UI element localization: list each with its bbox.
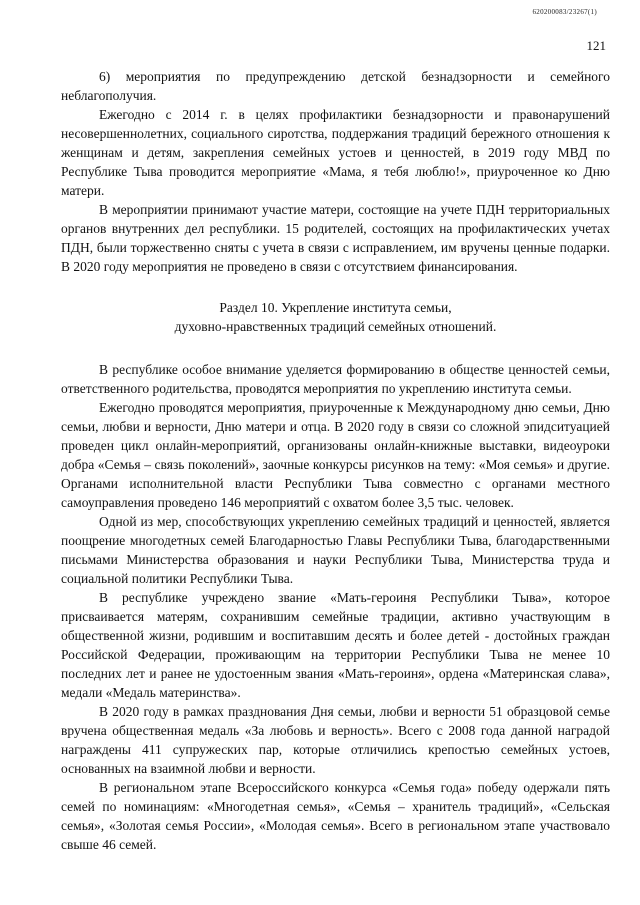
page-number: 121 bbox=[586, 38, 606, 53]
document-body bbox=[61, 67, 610, 854]
paragraph: В республике учреждено звание «Мать-героиня Республики Тыва», которое присваивается матерям, сохранившим семейные традиции, активно участвующим в общественной жизни, родившим и воспитавшим десять и более детей - достойных граждан Российской Федерации, проживающим на территории Республики Тыва не менее 10 последних лет и ранее не удостоенным звания «Мать-героиня», ордена «Материнская слава», медали «Медаль материнства». bbox=[61, 590, 610, 700]
paragraph: В мероприятии принимают участие матери, состоящие на учете ПДН территориальных органов внутренних дел республики. 15 родителей, состоящих на профилактических учетах ПДН, были торжественно сняты с учета в связи с исправлением, им вручены ценные подарки. В 2020 году мероприятия не проведено в связи с отсутствием финансирования. bbox=[61, 202, 610, 274]
paragraph: Одной из мер, способствующих укреплению семейных традиций и ценностей, является поощрение многодетных семей Благодарностью Главы Республики Тыва, благодарственными письмами Министерства образования и науки Республики Тыва, Министерства труда и социальной политики Республики Тыва. bbox=[61, 514, 610, 586]
section-heading-line: Раздел 10. Укрепление института семьи, bbox=[219, 300, 452, 315]
paragraph: В республике особое внимание уделяется формированию в обществе ценностей семьи, ответственного родительства, проводятся мероприятия по укреплению института семьи. bbox=[61, 362, 610, 396]
section-heading bbox=[61, 298, 610, 336]
paragraph: В 2020 году в рамках празднования Дня семьи, любви и верности 51 образцовой семье вручена общественная медаль «За любовь и верность». Всего с 2008 года данной наградой награждены 411 супружеских пар, которые отличились крепостью семейных устоев, основанных на взаимной любви и верности. bbox=[61, 704, 610, 776]
section-heading-line: духовно-нравственных традиций семейных отношений. bbox=[174, 319, 497, 334]
paragraph: В региональном этапе Всероссийского конкурса «Семья года» победу одержали пять семей по номинациям: «Многодетная семья», «Семья – хранитель традиций», «Сельская семья», «Золотая семья России», «Молодая семья». Всего в региональном этапе участвовало свыше 46 семей. bbox=[61, 780, 610, 852]
paragraph: Ежегодно с 2014 г. в целях профилактики безнадзорности и правонарушений несовершеннолетних, социального сиротства, поддержания традиций бережного отношения к женщинам и детям, закрепления семейных устоев и ценностей, в 2019 году МВД по Республике Тыва проводится мероприятие «Мама, я тебя люблю!», приуроченное ко Дню матери. bbox=[61, 107, 610, 198]
paragraph: Ежегодно проводятся мероприятия, приуроченные к Международному дню семьи, Дню семьи, любви и верности, Дню матери и отца. В 2020 году в связи со сложной эпидситуацией проведен цикл онлайн-мероприятий, организованы онлайн-книжные выставки, видеоуроки добра «Семья – связь поколений», заочные конкурсы рисунков на тему: «Моя семья» и другие. Органами исполнительной власти Республики Тыва совместно с органами местного самоуправления проведено 146 мероприятий с охватом более 3,5 тыс. человек. bbox=[61, 400, 610, 510]
document-id: 620200083/23267(1) bbox=[532, 8, 597, 16]
paragraph: 6) мероприятия по предупреждению детской безнадзорности и семейного неблагополучия. bbox=[61, 69, 610, 103]
